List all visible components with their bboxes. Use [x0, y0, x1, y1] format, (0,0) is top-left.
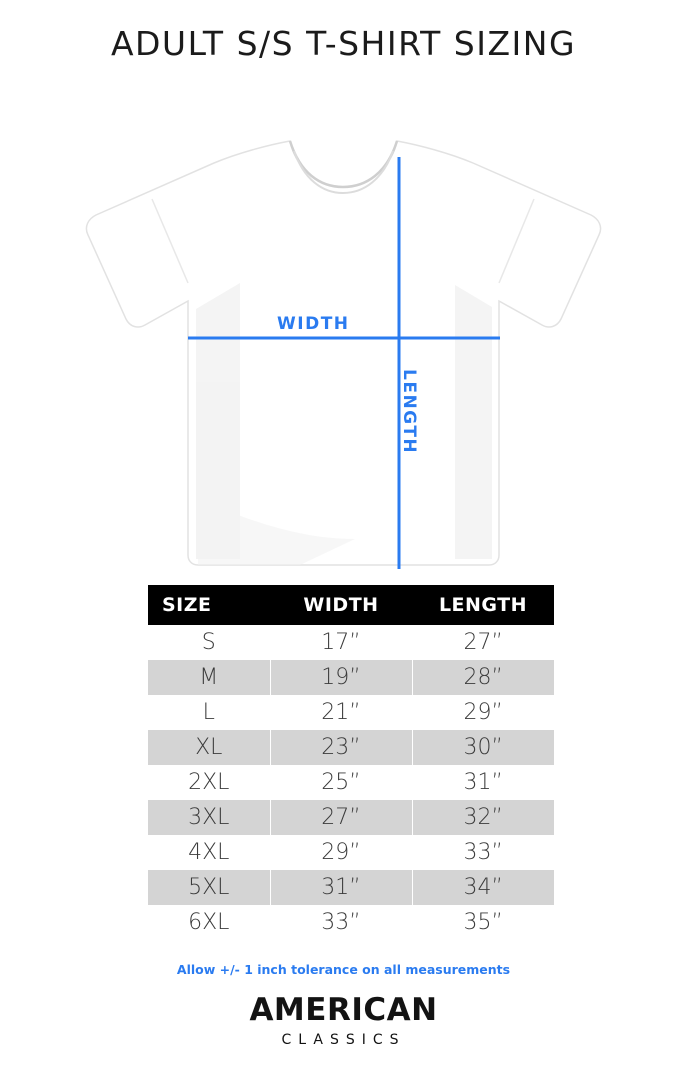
cell-width: 19”: [270, 660, 412, 695]
table-row: [148, 730, 554, 765]
cell-length: 34”: [412, 870, 554, 905]
cell-width: 17”: [270, 625, 412, 660]
page-title: ADULT S/S T-SHIRT SIZING: [110, 24, 577, 63]
cell-length: 33”: [412, 835, 554, 870]
length-label: LENGTH: [399, 369, 419, 455]
cell-width: 25”: [270, 765, 412, 800]
cell-length: 29”: [412, 695, 554, 730]
header-size: SIZE: [148, 585, 270, 625]
cell-size: 6XL: [148, 905, 270, 940]
table-row: [148, 905, 554, 940]
cell-length: 27”: [412, 625, 554, 660]
brand-logo: [0, 992, 687, 1048]
shirt-diagram: [0, 69, 687, 569]
table-row: [148, 800, 554, 835]
cell-width: 27”: [270, 800, 412, 835]
cell-size: 2XL: [148, 765, 270, 800]
cell-length: 30”: [412, 730, 554, 765]
cell-width: 33”: [270, 905, 412, 940]
brand-name: AMERICAN: [249, 992, 438, 1028]
cell-size: XL: [148, 730, 270, 765]
table-row: [148, 695, 554, 730]
width-label: WIDTH: [277, 314, 350, 334]
cell-length: 31”: [412, 765, 554, 800]
table-header-row: [148, 585, 554, 625]
header-length: LENGTH: [412, 585, 554, 625]
cell-width: 31”: [270, 870, 412, 905]
cell-length: 35”: [412, 905, 554, 940]
cell-size: M: [148, 660, 270, 695]
cell-width: 29”: [270, 835, 412, 870]
table-row: [148, 765, 554, 800]
cell-size: L: [148, 695, 270, 730]
cell-length: 32”: [412, 800, 554, 835]
table-row: [148, 625, 554, 660]
cell-size: 3XL: [148, 800, 270, 835]
table-row: [148, 870, 554, 905]
header-width: WIDTH: [270, 585, 412, 625]
size-table: [148, 585, 554, 940]
cell-width: 23”: [270, 730, 412, 765]
table-row: [148, 660, 554, 695]
size-table-container: [148, 585, 540, 940]
cell-width: 21”: [270, 695, 412, 730]
cell-length: 28”: [412, 660, 554, 695]
tolerance-note: Allow +/- 1 inch tolerance on all measurements: [176, 962, 511, 977]
table-row: [148, 835, 554, 870]
brand-subtitle: CLASSICS: [281, 1032, 406, 1048]
cell-size: 5XL: [148, 870, 270, 905]
cell-size: S: [148, 625, 270, 660]
cell-size: 4XL: [148, 835, 270, 870]
